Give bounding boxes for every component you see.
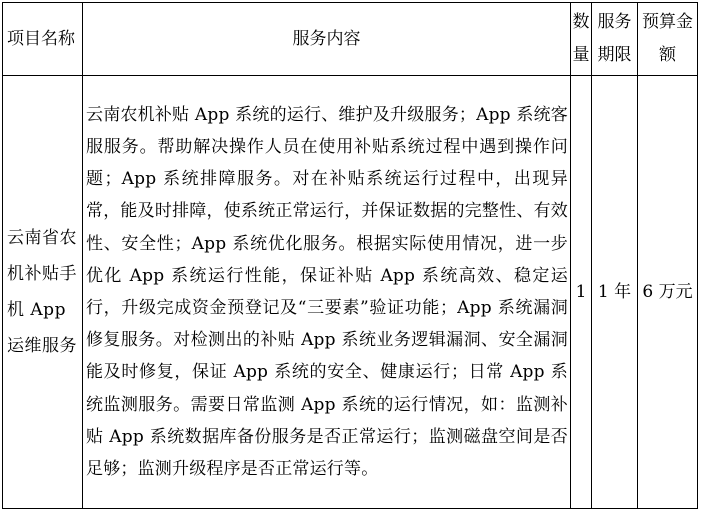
header-service-content (83, 3, 571, 76)
cell-project-name (3, 76, 83, 509)
header-quantity (571, 3, 592, 76)
header-budget-line2: 额 (659, 45, 676, 65)
header-budget (638, 3, 698, 76)
header-service-period (592, 3, 638, 76)
cell-budget (638, 76, 698, 509)
service-content-text: 云南农机补贴 App 系统的运行、维护及升级服务；App 系统客服服务。帮助解决操作人员在使用补贴系统过程中遇到操作问题；App 系统排障服务。对在补贴系统运行过程中，出现异常，能及时排障，使系统正常运行，并保证数据的完整性、有效性、安全性；App 系统优化服务。根据实际使用情况，进一步优化 App 系统运行性能，保证补贴 App 系统高效、稳定运行，升级完成资金预登记及“三要素”验证功能；App 系统漏洞修复服务。对检测出的补贴 App 系统业务逻辑漏洞、安全漏洞能及时修复，保证 App 系统的安全、健康运行；日常 App 系统监测服务。需要日常监测 App 系统的运行情况，如：监测补贴 App 系统数据库备份服务是否正常运行；监测磁盘空间是否足够；监测升级程序是否正常运行等。 (86, 104, 568, 480)
header-service-period-line2: 期限 (597, 45, 632, 65)
cell-quantity (571, 76, 592, 509)
table-header-row (3, 3, 698, 76)
header-quantity-line2: 量 (572, 45, 590, 65)
service-period-value: 1 年 (597, 282, 632, 302)
header-project-name (3, 3, 83, 76)
header-service-period-line1: 服务 (597, 12, 632, 32)
budget-value: 6 万元 (642, 282, 693, 302)
project-name-text: 云南省农机补贴手机 App 运维服务 (7, 228, 77, 356)
header-budget-line1: 预算金 (642, 12, 693, 32)
quantity-value: 1 (575, 282, 587, 302)
header-service-content-label: 服务内容 (292, 29, 361, 49)
table-row (3, 76, 698, 509)
service-budget-table (2, 2, 698, 509)
cell-service-content (83, 76, 571, 509)
header-quantity-line1: 数 (572, 12, 590, 32)
service-budget-table-frame (2, 2, 697, 508)
header-project-name-label: 项目名称 (7, 29, 75, 49)
cell-service-period (592, 76, 638, 509)
